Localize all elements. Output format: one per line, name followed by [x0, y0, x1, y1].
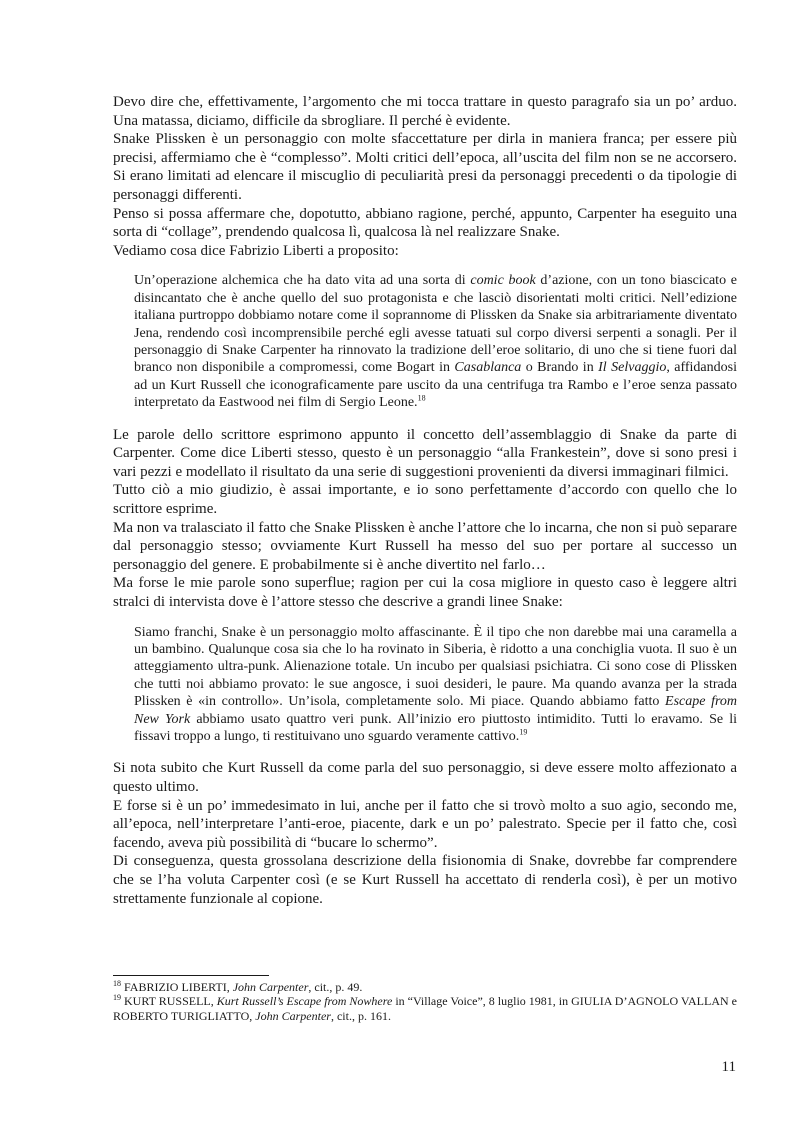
quote-paragraph [134, 624, 737, 746]
paragraph: Ma forse le mie parole sono superflue; ragion per cui la cosa migliore in questo caso è leggere altri stralci di intervista dove è l’attore stesso che descrive a grandi linee Snake: [113, 575, 737, 610]
footnote-italic-title: John Carpenter [232, 980, 309, 994]
footnote-ref-19: 19 [519, 727, 528, 737]
quote-italic-title: Il Selvaggio [598, 360, 667, 376]
footnote-ref-18: 18 [417, 393, 426, 403]
quote-text: d’azione, con un tono biascicato e disincantato che è anche quello del suo protagonista e che lasciò disorientati molti critici. Nell’edizione italiana purtroppo dobbiamo notare come il soprannome di Plissken da Snake sia arbitrariamente diventato Jena, rendendo così incomprensibile perché egli avesse tatuati sul corpo diversi serpenti a sonagli. Per il personaggio di Snake Carpenter ha rinnovato la tradizione dell’eroe solitario, di uno che si tiene fuori dal branco non disponibile a compromessi, come Bogart in [134, 273, 737, 376]
quote-text: Siamo franchi, Snake è un personaggio molto affascinante. È il tipo che non darebbe mai una caramella a un bambino. Qualunque cosa sia che lo ha rovinato in Siberia, è ridotto a una conchiglia vuota. Il suo è un atteggiamento ultra-punk. Alienazione totale. Un incubo per qualsiasi psichiatra. Ci sono cose di Plissken che tutti noi abbiamo provato: le sue angosce, i suoi desideri, le paure. Ma quando avanza per la strada Plissken è «in controllo». Un’isola, completamente solo. Mi piace. Quando abbiamo fatto [134, 624, 737, 710]
quote-text: , affidandosi ad un Kurt Russell che iconograficamente pare uscito da una centrifuga tra Rambo e l’eroe senza passato interpretato da Eastwood nei film di Sergio Leone. [134, 360, 737, 411]
footnote-19 [113, 994, 737, 1023]
paragraph: Si nota subito che Kurt Russell da come parla del suo personaggio, si deve essere molto affezionato a questo ultimo. [113, 760, 737, 795]
paragraph: Snake Plissken è un personaggio con molte sfaccettature per dirla in maniera franca; per essere più precisi, affermiamo che è “complesso”. Molti critici dell’epoca, all’uscita del film non se ne accorsero. Si erano limitati ad elencare il miscuglio di peculiarità presi da personaggi precedenti o da tipologie di personaggi differenti. [113, 131, 737, 203]
paragraph: Devo dire che, effettivamente, l’argomento che mi tocca trattare in questo paragrafo sia un po’ arduo. Una matassa, diciamo, difficile da sbrogliare. Il perché è evidente. [113, 94, 737, 129]
footnote-separator [113, 975, 269, 976]
footnote-italic-title: Kurt Russell’s Escape from Nowhere [216, 994, 393, 1009]
paragraph: Le parole dello scrittore esprimono appunto il concetto dell’assemblaggio di Snake da parte di Carpenter. Come dice Liberti stesso, questo è un personaggio “alla Frankestein”, dove si sono presi i vari pezzi e modellato il risultato da una serie di suggestioni provenienti da diversi immaginari filmici. [113, 426, 737, 480]
footnote-italic-title: John Carpenter [255, 1008, 331, 1023]
footnote-text: , cit., p. 161. [330, 1008, 391, 1023]
paragraph: Di conseguenza, questa grossolana descrizione della fisionomia di Snake, dovrebbe far comprendere che se l’ha voluta Carpenter così (e se Kurt Russell ha accettato di renderla così), è per un motivo strettamente funzionale al copione. [113, 853, 737, 907]
footnotes [113, 975, 737, 1023]
quote-text: abbiamo usato quattro veri punk. All’inizio ero piuttosto intimidito. Tutti lo eravamo. Se li fissavi troppo a lungo, ti restituivano uno sguardo veramente cattivo. [134, 711, 737, 744]
block-quote-russell [134, 624, 737, 746]
quote-paragraph [134, 272, 737, 411]
footnote-text: FABRIZIO LIBERTI, [121, 980, 233, 994]
paragraph: Vediamo cosa dice Fabrizio Liberti a proposito: [113, 242, 399, 259]
footnote-number: 19 [113, 993, 121, 1003]
paragraph: E forse si è un po’ immedesimato in lui, anche per il fatto che si trovò molto a suo agio, secondo me, all’epoca, nell’interpretare l’anti-eroe, piacente, dark e un po’ palestrato. Specie per il fatto che, così facendo, aveva più possibilità di “bucare lo schermo”. [113, 797, 737, 851]
quote-italic-title: Escape from New York [134, 694, 738, 727]
footnote-text: , cit., p. 49. [308, 980, 363, 994]
main-text [113, 93, 737, 908]
page-number: 11 [721, 1059, 736, 1075]
footnote-text: in “Village Voice”, 8 luglio 1981, in GIULIA D’AGNOLO VALLAN e ROBERTO TURIGLIATTO, [113, 994, 737, 1023]
quote-italic-title: Casablanca [454, 360, 522, 376]
paragraph: Penso si possa affermare che, dopotutto, abbiano ragione, perché, appunto, Carpenter ha eseguito una sorta di “collage”, prendendo qualcosa lì, qualcosa là nel realizzare Snake. [113, 205, 737, 241]
footnote-18 [113, 980, 737, 994]
quote-italic-title: comic book [470, 273, 536, 289]
footnote-number: 18 [113, 979, 121, 988]
block-quote-liberti [134, 272, 737, 411]
paragraph: Ma non va tralasciato il fatto che Snake Plissken è anche l’attore che lo incarna, che non si può separare dal personaggio stesso; ovviamente Kurt Russell ha messo del suo per portare al successo un personaggio del genere. E probabilmente si è anche divertito nel farlo… [113, 519, 737, 573]
quote-text: o Brando in [521, 360, 599, 376]
paragraph: Tutto ciò a mio giudizio, è assai importante, e io sono perfettamente d’accordo con quello che lo scrittore esprime. [113, 482, 737, 517]
quote-text: Un’operazione alchemica che ha dato vita ad una sorta di [134, 273, 471, 289]
footnote-text: KURT RUSSELL, [121, 994, 217, 1009]
